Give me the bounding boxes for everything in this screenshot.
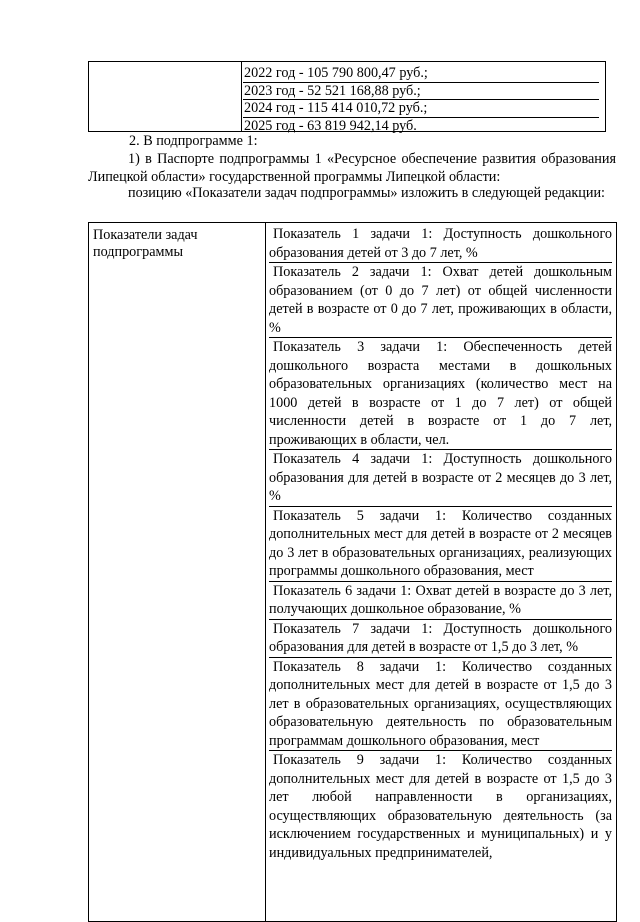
indicator-item: Показатель 2 задачи 1: Охват детей дошкольным образованием (от 0 до 7 лет) от общей численности детей в возрасте от 0 до 7 лет, проживающих в области, % — [269, 264, 612, 336]
section-item-1: 1) в Паспорте подпрограммы 1 «Ресурсное обеспечение развития образования Липецкой области» государственной программы Липецкой области: — [88, 151, 616, 185]
table-column-divider — [265, 223, 266, 921]
funding-year-line: 2025 год - 63 819 942,14 руб. — [243, 117, 599, 135]
table-column-divider — [241, 62, 242, 131]
indicator-item: Показатель 4 задачи 1: Доступность дошкольного образования для детей в возрасте от 2 месяцев до 3 лет, % — [269, 451, 612, 504]
indicator-item: Показатель 3 задачи 1: Обеспеченность детей дошкольного возраста местами в дошкольных образовательных организациях (количество мест на 1000 детей в возрасте от 1 до 7 лет) от общей численности детей в возрасте от 1 до 7 лет, проживающих в области, чел. — [269, 339, 612, 448]
funding-year-line: 2024 год - 115 414 010,72 руб.; — [243, 99, 599, 117]
indicators-label-cell: Показатели задач подпрограммы — [93, 227, 198, 260]
indicators-list-cell — [269, 225, 612, 862]
indicators-table — [88, 222, 617, 922]
indicator-item: Показатель 9 задачи 1: Количество созданных дополнительных мест для детей в возрасте от 1,5 до 3 лет любой направленности в организациях, осуществляющих образовательную деятельность (за исключением государственных и муниципальных) и у индивидуальных предпринимателей, — [269, 752, 612, 861]
funding-years-cell — [243, 65, 599, 134]
indicator-item: Показатель 6 задачи 1: Охват детей в возрасте до 3 лет, получающих дошкольное образование, % — [269, 582, 612, 617]
funding-year-line: 2022 год - 105 790 800,47 руб.; — [244, 65, 428, 81]
position-paragraph: позицию «Показатели задач подпрограммы» изложить в следующей редакции: — [128, 185, 605, 201]
indicator-item: Показатель 7 задачи 1: Доступность дошкольного образования для детей в возрасте от 1,5 до 3 лет, % — [269, 620, 612, 655]
funding-table — [88, 61, 606, 132]
section-item-2: 2. В подпрограмме 1: — [129, 133, 258, 149]
indicator-item: Показатель 8 задачи 1: Количество созданных дополнительных мест для детей в возрасте от 1,5 до 3 лет в образовательных организациях, осуществляющих образовательную деятельность по образовательным программам дошкольного образования, мест — [269, 658, 612, 749]
indicator-item: Показатель 1 задачи 1: Доступность дошкольного образования детей от 3 до 7 лет, % — [269, 226, 612, 261]
indicator-item: Показатель 5 задачи 1: Количество созданных дополнительных мест для детей в возрасте от 2 месяцев до 3 лет в образовательных организациях, реализующих программы дошкольного образования, мест — [269, 507, 612, 579]
funding-year-line: 2023 год - 52 521 168,88 руб.; — [243, 82, 599, 100]
